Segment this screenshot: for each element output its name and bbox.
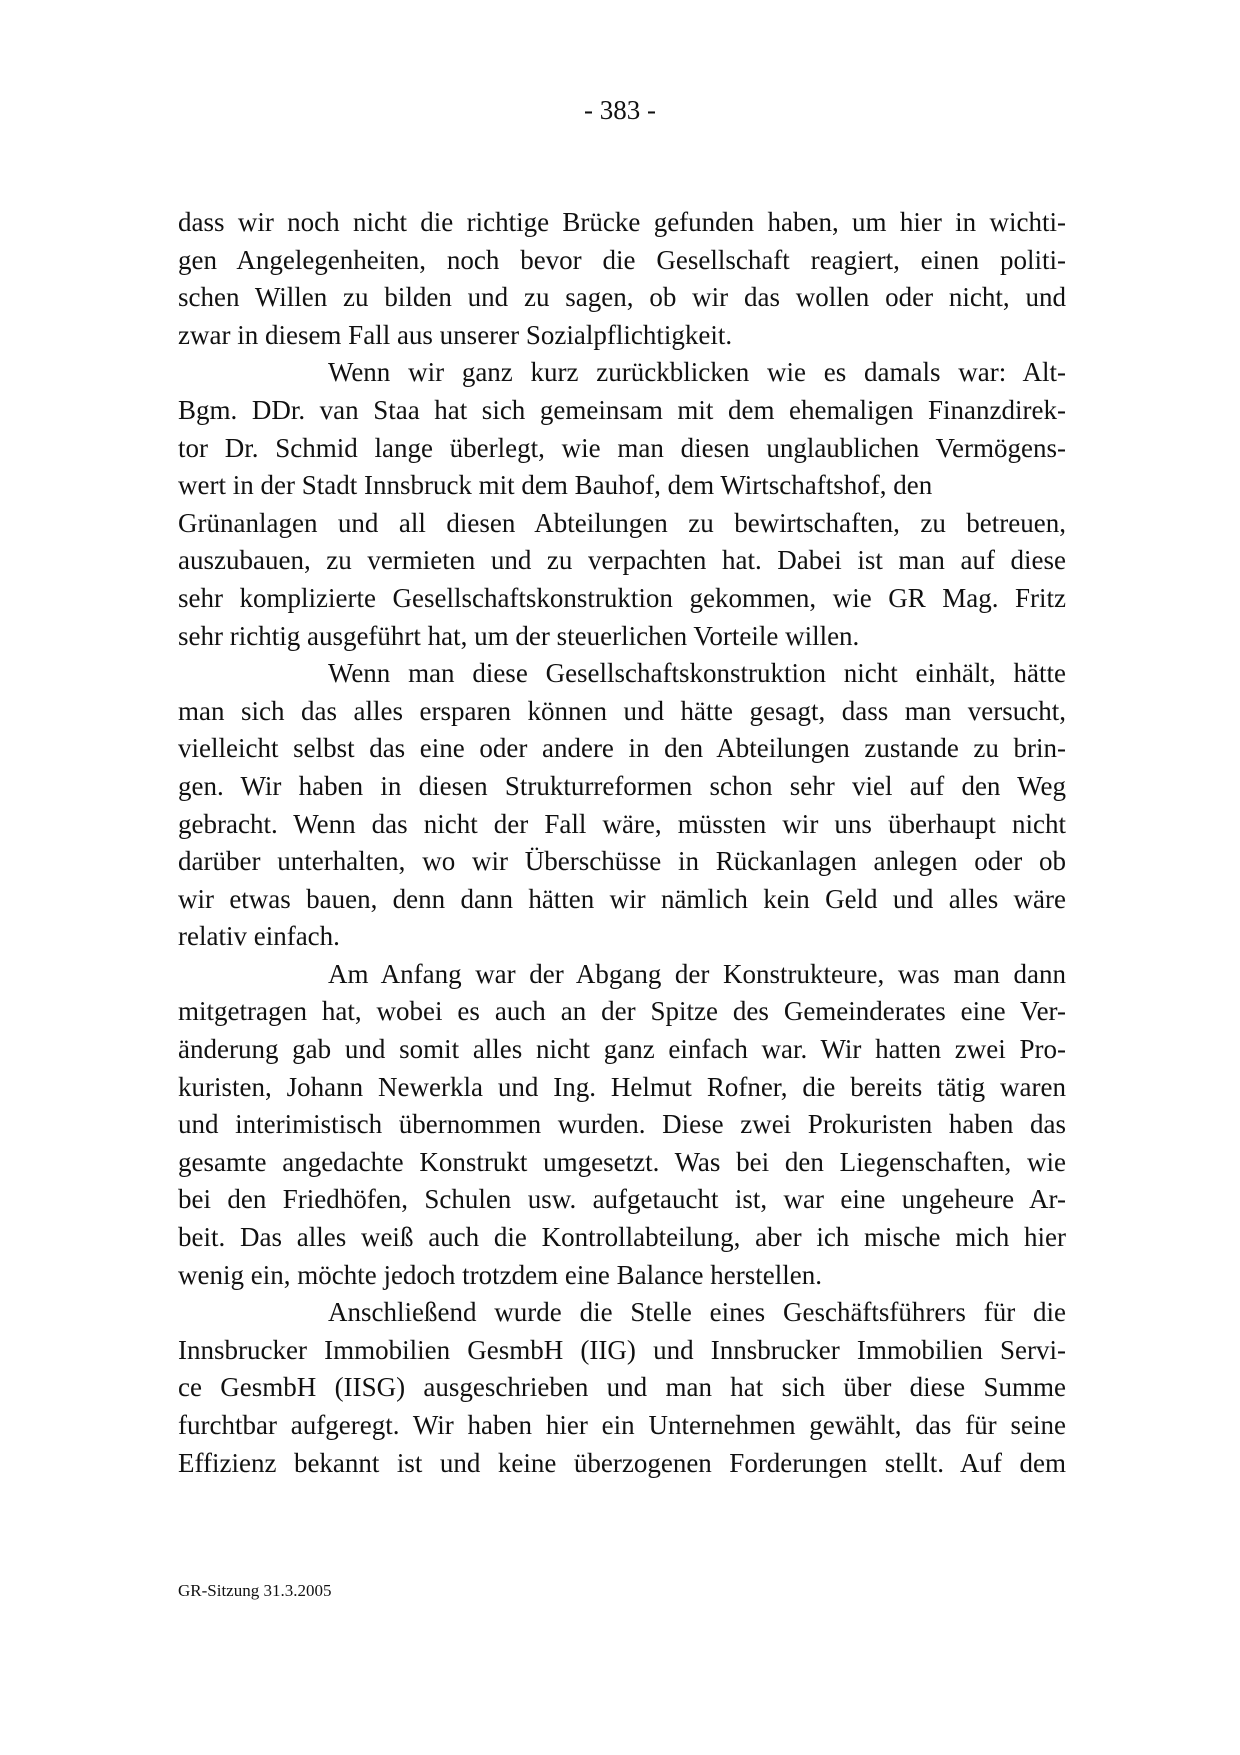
text-line: gen. Wir haben in diesen Strukturreformen schon sehr viel auf den Weg <box>178 770 1066 801</box>
text-line: ce GesmbH (IISG) ausgeschrieben und man hat sich über diese Summe <box>178 1372 1066 1403</box>
text-line: gen Angelegenheiten, noch bevor die Gesellschaft reagiert, einen politi- <box>178 244 1066 275</box>
text-line: kuristen, Johann Newerkla und Ing. Helmut Rofner, die bereits tätig waren <box>178 1071 1066 1102</box>
text-line: mitgetragen hat, wobei es auch an der Spitze des Gemeinderates eine Ver- <box>178 996 1066 1027</box>
text-line: Anschließend wurde die Stelle eines Geschäftsführers für die <box>328 1297 1066 1328</box>
text-line: wir etwas bauen, denn dann hätten wir nämlich kein Geld und alles wäre <box>178 883 1066 914</box>
text-line: zwar in diesem Fall aus unserer Sozialpflichtigkeit. <box>178 319 733 350</box>
text-line: und interimistisch übernommen wurden. Diese zwei Prokuristen haben das <box>178 1109 1066 1140</box>
text-line: bei den Friedhöfen, Schulen usw. aufgetaucht ist, war eine ungeheure Ar- <box>178 1184 1066 1215</box>
footer-session-date: GR-Sitzung 31.3.2005 <box>178 1581 332 1600</box>
page-number: - 383 - <box>584 95 656 125</box>
text-line: beit. Das alles weiß auch die Kontrollabteilung, aber ich mische mich hier <box>178 1222 1066 1253</box>
text-line: furchtbar aufgeregt. Wir haben hier ein Unternehmen gewählt, das für seine <box>178 1410 1066 1440</box>
text-line: Grünanlagen und all diesen Abteilungen zu bewirtschaften, zu betreuen, <box>178 507 1066 538</box>
text-line: Innsbrucker Immobilien GesmbH (IIG) und Innsbrucker Immobilien Servi- <box>178 1334 1066 1365</box>
text-line: Wenn man diese Gesellschaftskonstruktion nicht einhält, hätte <box>328 658 1066 689</box>
text-line: Am Anfang war der Abgang der Konstrukteure, was man dann <box>328 958 1066 989</box>
text-line: sehr komplizierte Gesellschaftskonstruktion gekommen, wie GR Mag. Fritz <box>178 582 1066 613</box>
document-body <box>178 204 1066 1482</box>
text-line: Effizienz bekannt ist und keine überzogenen Forderungen stellt. Auf dem <box>178 1447 1066 1478</box>
text-line: wert in der Stadt Innsbruck mit dem Bauhof, dem Wirtschaftshof, den <box>178 470 933 501</box>
text-line: darüber unterhalten, wo wir Überschüsse in Rückanlagen anlegen oder ob <box>178 846 1066 877</box>
text-line: sehr richtig ausgeführt hat, um der steuerlichen Vorteile willen. <box>178 620 860 651</box>
text-line: dass wir noch nicht die richtige Brücke gefunden haben, um hier in wichti- <box>178 207 1066 237</box>
text-line: vielleicht selbst das eine oder andere in den Abteilungen zustande zu brin- <box>178 733 1066 764</box>
text-line: tor Dr. Schmid lange überlegt, wie man diesen unglaublichen Vermögens- <box>178 432 1066 463</box>
text-line: änderung gab und somit alles nicht ganz einfach war. Wir hatten zwei Pro- <box>178 1034 1066 1065</box>
text-line: gesamte angedachte Konstrukt umgesetzt. Was bei den Liegenschaften, wie <box>178 1146 1066 1177</box>
text-line: man sich das alles ersparen können und hätte gesagt, dass man versucht, <box>178 695 1066 726</box>
text-line: schen Willen zu bilden und zu sagen, ob wir das wollen oder nicht, und <box>178 282 1066 313</box>
text-line: gebracht. Wenn das nicht der Fall wäre, müssten wir uns überhaupt nicht <box>178 808 1066 839</box>
text-line: Bgm. DDr. van Staa hat sich gemeinsam mit dem ehemaligen Finanzdirek- <box>178 394 1066 425</box>
text-line: auszubauen, zu vermieten und zu verpachten hat. Dabei ist man auf diese <box>178 545 1066 576</box>
text-line: Wenn wir ganz kurz zurückblicken wie es damals war: Alt- <box>328 357 1066 388</box>
text-line: relativ einfach. <box>178 921 340 952</box>
text-line: wenig ein, möchte jedoch trotzdem eine Balance herstellen. <box>178 1259 822 1290</box>
